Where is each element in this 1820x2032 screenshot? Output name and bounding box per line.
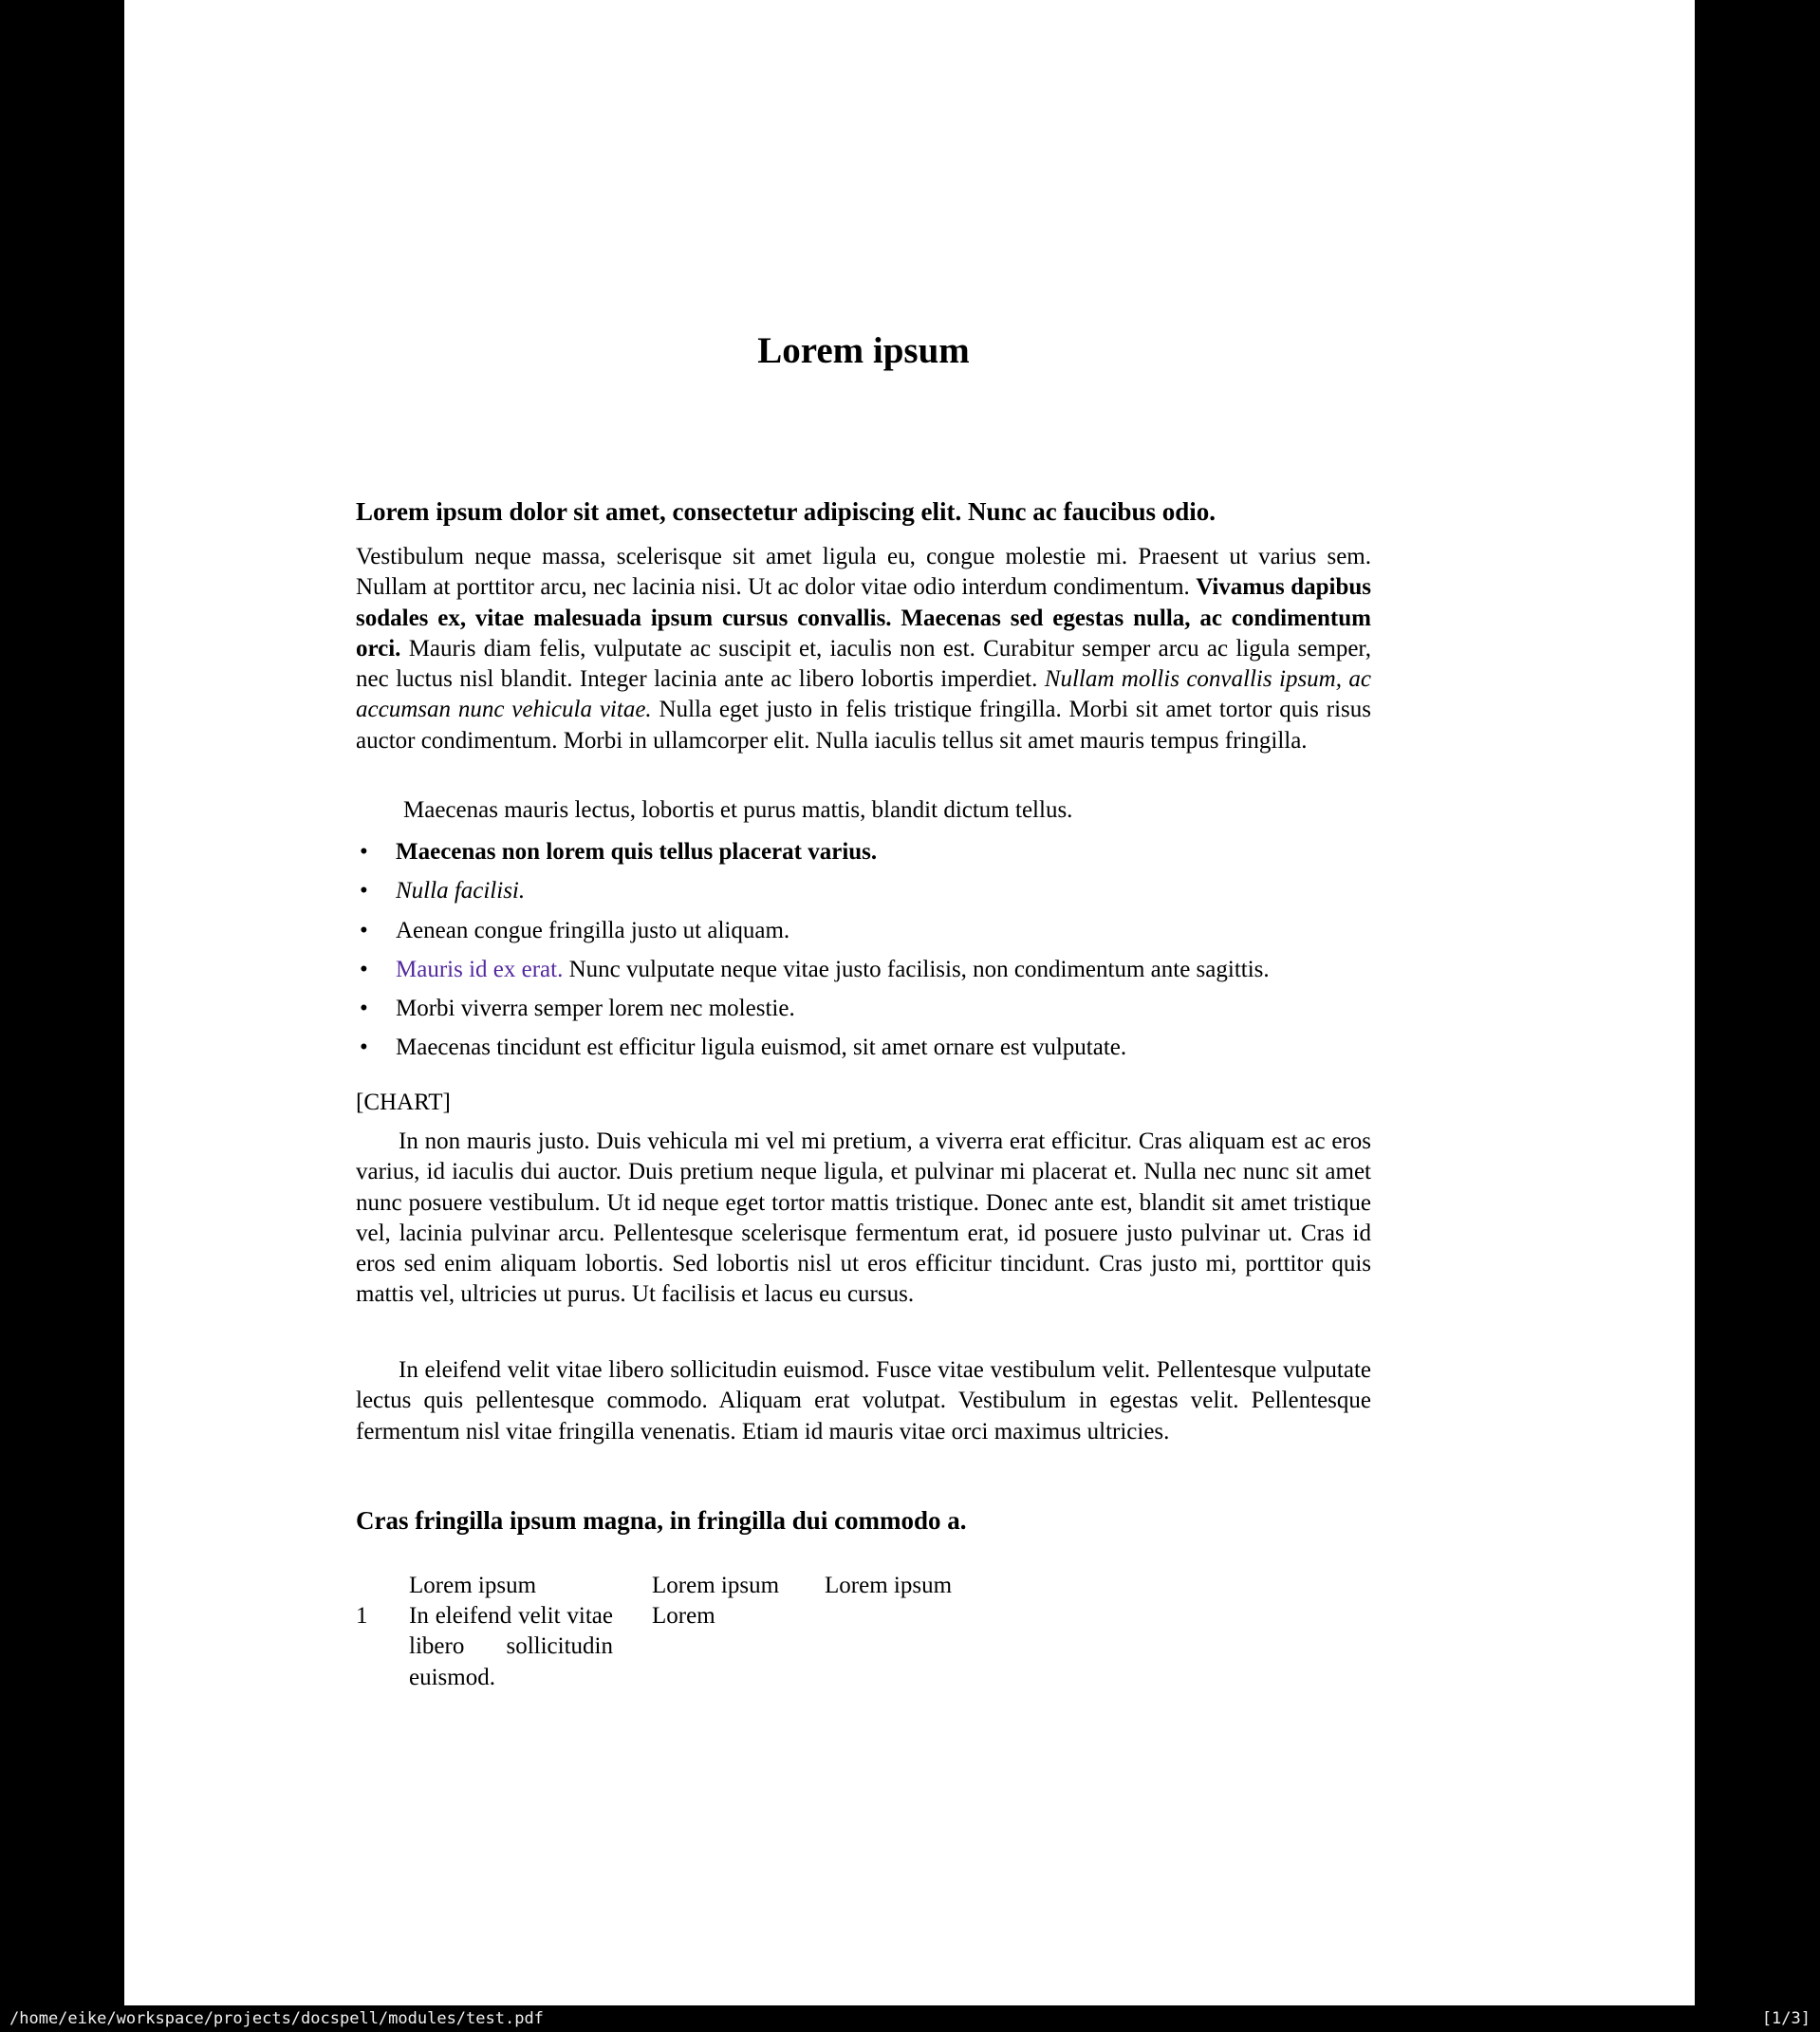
data-table — [356, 1571, 1371, 1704]
table-header-cell: Lorem ipsum — [409, 1573, 537, 1598]
paragraph: In eleifend velit vitae libero sollicitudin euismod. Fusce vitae vestibulum velit. Pellentesque vulputate lectus quis pellentesque commodo. Aliquam erat volutpat. Vestibulum in egestas velit. Pellentesque fermentum nisl vitae fringilla venenatis. Etiam id mauris vitae orci maximus ultricies. — [356, 1357, 1371, 1445]
paragraph: In non mauris justo. Duis vehicula mi vel mi pretium, a viverra erat efficitur. Cras aliquam est ac eros varius, id iaculis dui auctor. Duis pretium neque ligula, et pulvinar mi placerat et. Nulla nec nunc sit amet nunc posuere vestibulum. Ut id neque eget tortor mattis tristique. Donec ante est, blandit sit amet tristique vel, lacinia pulvinar arcu. Pellentesque scelerisque fermentum erat, id posuere justo pulvinar ut. Cras id eros sed enim aliquam lobortis. Sed lobortis nisl ut eros efficitur tincidunt. Cras justo mi, porttitor quis mattis vel, ultricies ut purus. Ut facilisis et lacus eu cursus. — [356, 1128, 1371, 1308]
text-run: Nunc vulputate neque vitae justo facilisis, non condimentum ante sagittis. — [563, 956, 1270, 982]
section-heading: Lorem ipsum dolor sit amet, consectetur adipiscing elit. Nunc ac faucibus odio. — [356, 497, 1216, 526]
table-cell: In eleifend velit vitae libero sollicitudin euismod. — [409, 1603, 613, 1690]
pdf-page — [124, 0, 1695, 2005]
text-run: Aenean congue fringilla justo ut aliquam. — [396, 917, 790, 943]
chart-placeholder: [CHART] — [356, 1090, 451, 1115]
page-indicator: [1/3] — [1761, 2009, 1811, 2028]
text-run: Maecenas non lorem quis tellus placerat varius. — [396, 839, 878, 865]
text-run: Morbi viverra semper lorem nec molestie. — [396, 996, 795, 1022]
text-run: Vestibulum neque massa, scelerisque sit amet ligula eu, congue molestie mi. Praesent ut varius sem. Nullam at porttitor arcu, nec lacinia nisi. Ut ac dolor vitae odio interdum condimentum. — [356, 544, 1371, 601]
paragraph — [356, 542, 1371, 756]
list-item — [356, 994, 1371, 1024]
table-header-cell: Lorem ipsum — [652, 1573, 780, 1598]
section-heading: Cras fringilla ipsum magna, in fringilla dui commodo a. — [356, 1506, 967, 1535]
list-item — [356, 955, 1371, 985]
bullet-list — [356, 837, 1371, 1072]
text-run: Nullam mollis convallis ipsum, ac accumsan nunc vehicula vitae. — [356, 666, 1371, 723]
paragraph: Maecenas mauris lectus, lobortis et purus mattis, blandit dictum tellus. — [403, 797, 1073, 823]
table-row-number: 1 — [356, 1603, 368, 1629]
text-link[interactable]: Mauris id ex erat. — [396, 956, 564, 982]
text-run: Nulla facilisi. — [396, 878, 526, 904]
status-bar — [0, 2005, 1820, 2032]
file-path: /home/eike/workspace/projects/docspell/modules/test.pdf — [9, 2009, 544, 2028]
document-title: Lorem ipsum — [757, 330, 970, 371]
table-cell: Lorem — [652, 1603, 715, 1629]
text-run: Vivamus dapibus sodales ex, vitae malesuada ipsum cursus convallis. Maecenas sed egestas nulla, ac condimentum orci. — [356, 574, 1371, 662]
list-item — [356, 876, 1371, 906]
text-run: Nulla eget justo in felis tristique fringilla. Morbi sit amet tortor quis risus auctor condimentum. Morbi in ullamcorper elit. Nulla iaculis tellus sit amet mauris tempus fringilla. — [356, 697, 1371, 754]
list-item — [356, 837, 1371, 867]
text-run: Maecenas tincidunt est efficitur ligula euismod, sit amet ornare est vulputate. — [396, 1035, 1127, 1061]
table-header-cell: Lorem ipsum — [825, 1573, 953, 1598]
list-item — [356, 1033, 1371, 1063]
list-item — [356, 916, 1371, 946]
text-run: Mauris diam felis, vulputate ac suscipit et, iaculis non est. Curabitur semper arcu ac ligula semper, nec luctus nisl blandit. Integer lacinia ante ac libero lobortis imperdiet. — [356, 635, 1371, 693]
